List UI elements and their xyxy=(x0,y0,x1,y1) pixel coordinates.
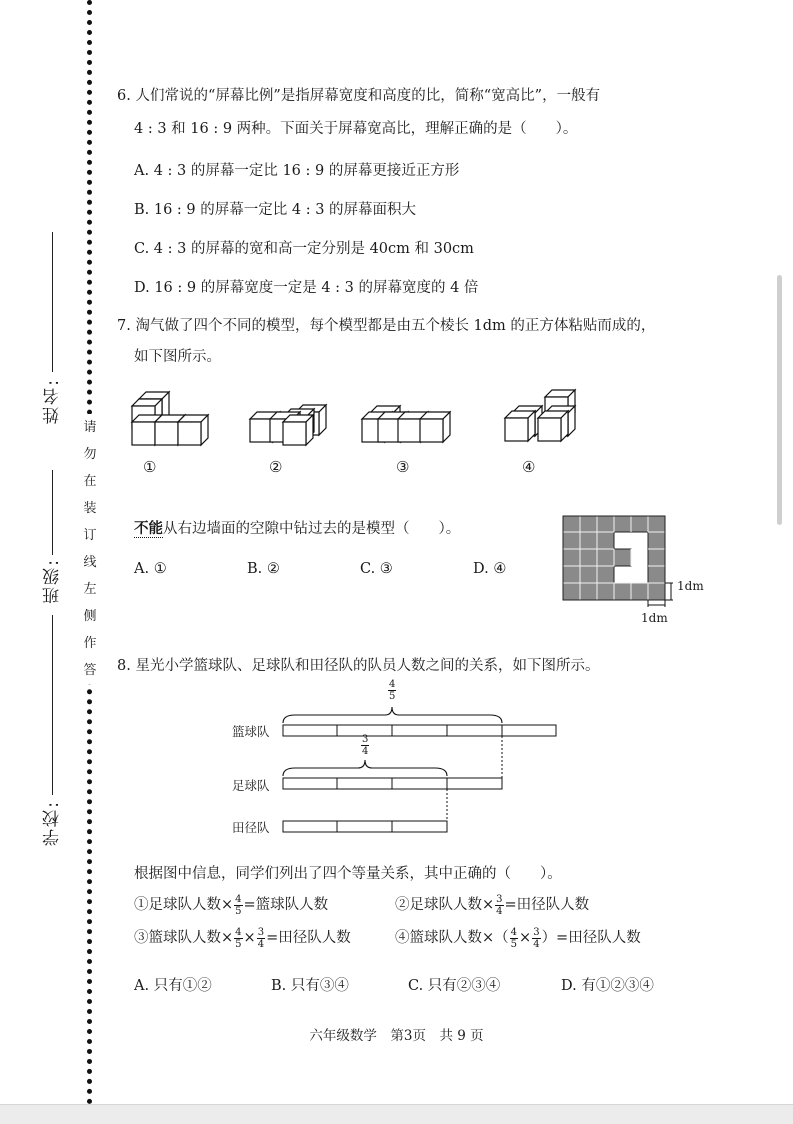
team-bar-diagram xyxy=(225,678,570,838)
diagram-fraction-4-5: $\frac{4}{5}$ xyxy=(389,679,396,702)
class-label: 班级: xyxy=(43,558,63,604)
name-label: 姓名: xyxy=(43,378,63,424)
q7-stem-line2: 如下图所示。 xyxy=(134,349,221,365)
q8-option-d[interactable]: D. 有①②③④ xyxy=(561,978,654,994)
q8-option-c[interactable]: C. 只有②③④ xyxy=(408,978,501,994)
viewer-bottom-bar xyxy=(0,1104,793,1124)
model-label-3: ③ xyxy=(396,458,410,476)
q7-option-c[interactable]: C. ③ xyxy=(360,561,393,577)
q7-question: 不能从右边墙面的空隙中钻过去的是模型（ ）。 xyxy=(134,520,461,537)
cube-model-2 xyxy=(250,405,326,445)
q6-stem-line1: 6. 人们常说的“屏幕比例”是指屏幕宽度和高度的比，简称“宽高比”，一般有 xyxy=(117,88,601,104)
q7-stem-line1: 7. 淘气做了四个不同的模型，每个模型都是由五个棱长 1dm 的正方体粘贴而成的， xyxy=(117,318,656,334)
q8-intro: 根据图中信息，同学们列出了四个等量关系，其中正确的（ ）。 xyxy=(134,866,562,882)
q8-relation-3: ③篮球队人数× $\frac{4}{5}$ × $\frac{3}{4}$ =田径队人数 xyxy=(134,926,351,950)
cube-model-3 xyxy=(362,406,450,442)
wall-grid-figure xyxy=(555,510,715,630)
model-label-1: ① xyxy=(143,458,157,476)
q7-option-d[interactable]: D. ④ xyxy=(473,561,507,577)
school-label: 学校: xyxy=(43,800,63,846)
name-underline xyxy=(52,232,53,372)
q6-option-c[interactable]: C. 4 : 3 的屏幕的宽和高一定分别是 40cm 和 30cm xyxy=(134,241,474,257)
page-footer: 六年级数学 第3页 共 9 页 xyxy=(309,1028,484,1044)
q8-option-a[interactable]: A. 只有①② xyxy=(134,978,212,994)
cube-model-4 xyxy=(505,390,575,441)
q8-option-b[interactable]: B. 只有③④ xyxy=(271,978,349,994)
q7-option-a[interactable]: A. ① xyxy=(134,561,167,577)
q6-option-b[interactable]: B. 16 : 9 的屏幕一定比 4 : 3 的屏幕面积大 xyxy=(134,202,417,218)
q6-stem-line2: 4 : 3 和 16 : 9 两种。下面关于屏幕宽高比，理解正确的是（ ）。 xyxy=(134,121,578,137)
q6-option-a[interactable]: A. 4 : 3 的屏幕一定比 16 : 9 的屏幕更接近正方形 xyxy=(134,163,460,179)
wall-dim-bottom: 1dm xyxy=(641,611,668,625)
label-track: 田径队 xyxy=(232,820,270,835)
q7-emphasis: 不能 xyxy=(134,520,163,537)
wall-dim-right: 1dm xyxy=(677,579,704,593)
cube-model-1 xyxy=(132,392,208,445)
diagram-fraction-3-4: $\frac{3}{4}$ xyxy=(362,734,369,757)
q8-relation-1: ①足球队人数× $\frac{4}{5}$ =篮球队人数 xyxy=(134,893,329,917)
label-football: 足球队 xyxy=(232,778,270,793)
class-underline xyxy=(52,470,53,555)
q8-stem: 8. 星光小学篮球队、足球队和田径队的队员人数之间的关系，如下图所示。 xyxy=(117,658,600,674)
model-label-4: ④ xyxy=(522,458,536,476)
q8-relation-4: ④篮球队人数×（ $\frac{4}{5}$ × $\frac{3}{4}$ ）=田径队人数 xyxy=(395,926,641,950)
school-underline xyxy=(52,615,53,795)
scrollbar-thumb[interactable] xyxy=(777,275,782,525)
q6-option-d[interactable]: D. 16 : 9 的屏幕宽度一定是 4 : 3 的屏幕宽度的 4 倍 xyxy=(134,280,479,296)
q7-option-b[interactable]: B. ② xyxy=(247,561,280,577)
q8-relation-2: ②足球队人数× $\frac{3}{4}$ =田径队人数 xyxy=(395,893,590,917)
cube-models-figure xyxy=(120,385,590,475)
binding-warning: 请 勿 在 装 订 线 左 侧 作 答 xyxy=(80,414,100,684)
model-label-2: ② xyxy=(269,458,283,476)
label-basketball: 篮球队 xyxy=(232,724,270,739)
